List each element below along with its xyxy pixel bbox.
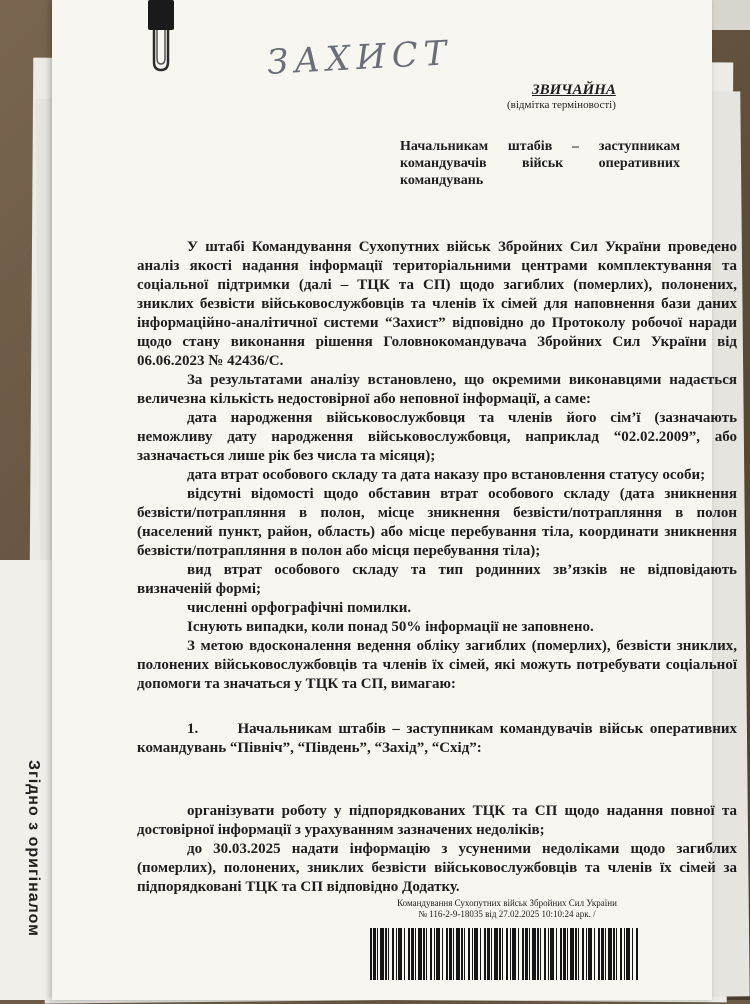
finding-item: дата втрат особового складу та дата наказу про встановлення статусу особи;	[187, 467, 706, 483]
task-prefix: до	[187, 841, 203, 857]
registration-footer	[357, 898, 657, 920]
task-item: організувати роботу у підпорядкованих ТЦК та СП щодо надання повної та достовірної інформації з урахуванням зазначених недоліків;	[137, 803, 737, 838]
task-deadline: 30.03.2025	[213, 841, 281, 857]
document-page	[52, 0, 738, 1000]
finding-item: численні орфографічні помилки.	[187, 600, 412, 616]
intro-paragraph: У штабі Командування Сухопутних військ Збройних Сил України проведено аналіз якості надання інформації територіальними центрами комплектування та соціальної підтримки (далі – ТЦК та СП) щодо загиблих (померлих), полонених, зниклих безвісти військовослужбовців та членів їх сімей для наповнення бази даних інформаційно-аналітичної системи “Захист” відповідно до Протоколу робочої наради щодо стану виконання рішення Головнокомандувача Збройних Сил України від 06.06.2023 № 42436/С.	[137, 239, 737, 369]
task-item	[137, 840, 737, 897]
finding-item: дата народження військовослужбовця та членів його сім’ї (зазначають неможливу дату народження військовослужбовця, наприклад “02.02.2009”, або зазначається лише рік без числа та місяця);	[137, 410, 737, 464]
cases-paragraph: Існують випадки, коли понад 50% інформації не заповнено.	[187, 619, 594, 635]
document-body	[137, 238, 737, 897]
finding-item: відсутні відомості щодо обставин втрат особового складу (дата зникнення безвісти/потрапляння в полон, місце зникнення безвісти/потрапляння в полон (населений пункт, район, область) або місце перебування тіла, координати зникнення безвісти/потрапляння в полон або місця перебування тіла);	[137, 486, 737, 559]
purpose-paragraph	[137, 637, 737, 694]
findings-paragraph: За результатами аналізу встановлено, що окремими виконавцями надається величезна кількість недостовірної або неповної інформації, а саме:	[137, 372, 737, 407]
task-text: надати інформацію з усуненими недоліками щодо загиблих (померлих), полонених, зниклих безвісти військовослужбовців та членів їх сімей за підпорядковані ТЦК та СП відповідно Додатку.	[137, 841, 738, 895]
order-item	[137, 720, 737, 758]
addressee-block: Начальникам штабів – заступникам командувачів військ оперативних командувань	[400, 139, 680, 188]
binder-clip-icon	[146, 0, 176, 72]
side-stamp: Згідно з оригіналом	[25, 760, 42, 937]
order-number: 1.	[187, 721, 199, 737]
footer-line: Командування Сухопутних військ Збройних Сил України	[397, 898, 617, 908]
purpose-text: З метою вдосконалення ведення обліку загиблих (померлих), безвісти зниклих, полонених військовослужбовців та членів їх сімей, які можуть потребувати соціальної допомоги та значаться у ТЦК та СП,	[137, 638, 737, 692]
barcode-icon	[370, 928, 640, 980]
urgency-note: (відмітка терміновості)	[507, 99, 616, 111]
demand-word: вимагаю:	[390, 676, 456, 692]
footer-line: № 116-2-9-18035 від 27.02.2025 10:10:24 арк. /	[418, 909, 596, 919]
finding-item: вид втрат особового складу та тип родинних зв’язків не відповідають визначеній формі;	[137, 562, 737, 597]
order-text: Начальникам штабів – заступникам командувачів військ оперативних командувань “Північ”, “Південь”, “Захід”, “Схід”:	[137, 721, 737, 756]
urgency-title: ЗВИЧАЙНА	[532, 82, 616, 98]
handwritten-note: ЗАХИСТ	[266, 33, 454, 83]
